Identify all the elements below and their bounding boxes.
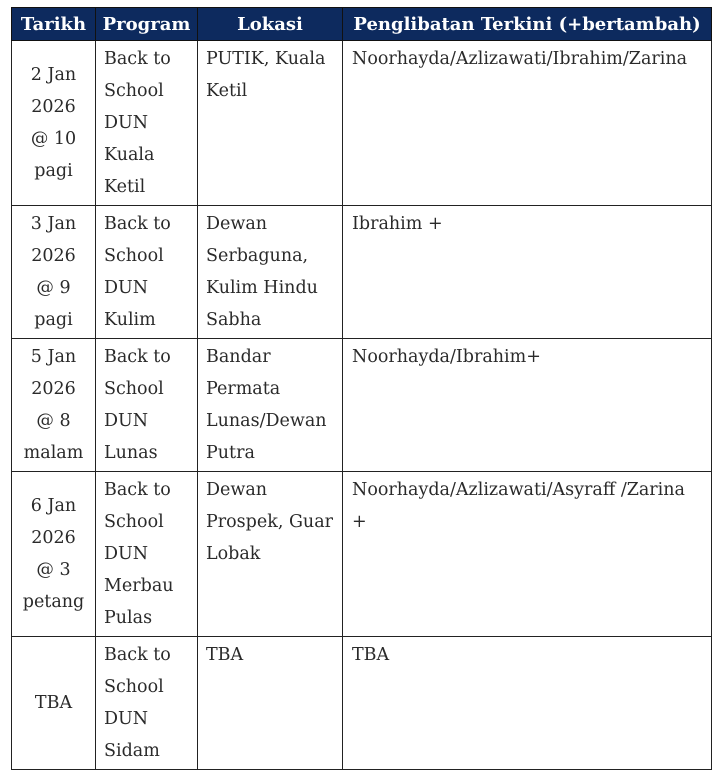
participants-cell xyxy=(343,339,712,472)
participants-text: Ibrahim + xyxy=(352,214,443,234)
header-row xyxy=(12,8,712,41)
participants-cell xyxy=(343,472,712,637)
table-row xyxy=(12,339,712,472)
date-text: 5 Jan 2026 @ 8 malam xyxy=(23,347,84,463)
participants-text: Noorhayda/Azlizawati/Asyraff /Zarina + xyxy=(352,480,685,532)
location-text: Dewan Serbaguna, Kulim Hindu Sabha xyxy=(206,214,318,330)
program-text: Back to School DUN Merbau Pulas xyxy=(104,480,174,628)
table-row xyxy=(12,41,712,206)
program-cell xyxy=(96,206,198,339)
program-text: Back to School DUN Kulim xyxy=(104,214,171,330)
program-cell xyxy=(96,339,198,472)
date-cell xyxy=(12,206,96,339)
location-cell xyxy=(198,41,343,206)
header-date: Tarikh xyxy=(12,8,96,41)
location-cell xyxy=(198,472,343,637)
date-text: TBA xyxy=(34,693,73,713)
header-location: Lokasi xyxy=(198,8,343,41)
schedule-table xyxy=(11,7,712,770)
participants-cell xyxy=(343,41,712,206)
participants-cell xyxy=(343,206,712,339)
date-cell xyxy=(12,472,96,637)
date-text: 6 Jan 2026 @ 3 petang xyxy=(22,496,85,612)
location-text: TBA xyxy=(206,645,244,665)
table-row xyxy=(12,472,712,637)
location-cell xyxy=(198,637,343,770)
header-program: Program xyxy=(96,8,198,41)
date-text: 2 Jan 2026 @ 10 pagi xyxy=(30,65,77,181)
header-participants: Penglibatan Terkini (+bertambah) xyxy=(343,8,712,41)
date-text: 3 Jan 2026 @ 9 pagi xyxy=(30,214,77,330)
participants-cell xyxy=(343,637,712,770)
location-cell xyxy=(198,339,343,472)
date-cell xyxy=(12,637,96,770)
location-cell xyxy=(198,206,343,339)
program-cell xyxy=(96,637,198,770)
program-text: Back to School DUN Kuala Ketil xyxy=(104,49,171,197)
table-row xyxy=(12,206,712,339)
program-cell xyxy=(96,472,198,637)
participants-text: Noorhayda/Azlizawati/Ibrahim/Zarina xyxy=(352,49,688,69)
program-cell xyxy=(96,41,198,206)
location-text: Dewan Prospek, Guar Lobak xyxy=(206,480,333,564)
program-text: Back to School DUN Lunas xyxy=(104,347,171,463)
date-cell xyxy=(12,41,96,206)
location-text: PUTIK, Kuala Ketil xyxy=(206,49,326,101)
table-row xyxy=(12,637,712,770)
participants-text: TBA xyxy=(352,645,390,665)
program-text: Back to School DUN Sidam xyxy=(104,645,171,761)
location-text: Bandar Permata Lunas/Dewan Putra xyxy=(206,347,327,463)
date-cell xyxy=(12,339,96,472)
participants-text: Noorhayda/Ibrahim+ xyxy=(352,347,541,367)
